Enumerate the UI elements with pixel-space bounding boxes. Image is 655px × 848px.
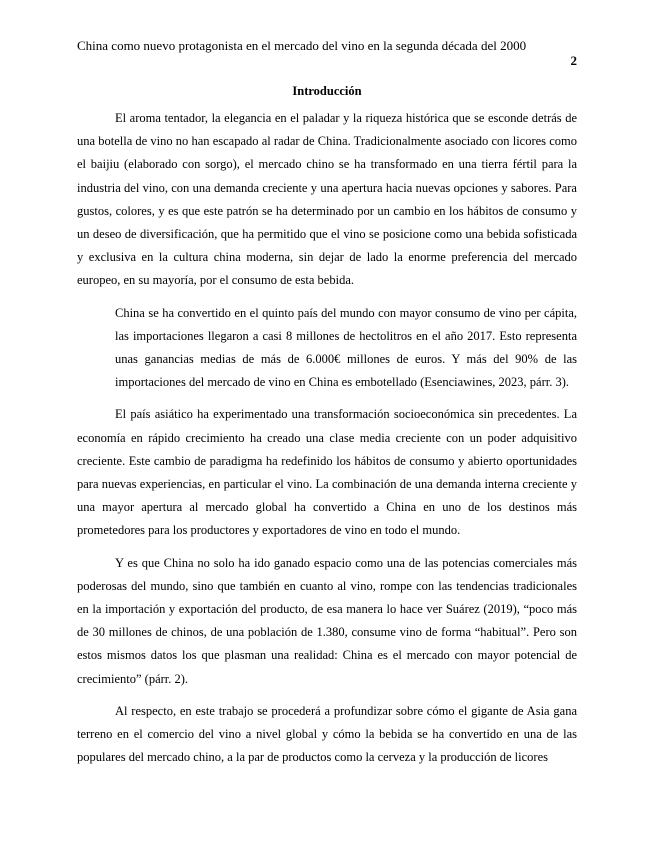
page-number: 2 <box>570 53 577 68</box>
running-head: China como nuevo protagonista en el mercado del vino en la segunda década del 2000 <box>77 38 527 53</box>
section-title: Introducción <box>292 84 362 98</box>
paragraph-3: El país asiático ha experimentado una transformación socioeconómica sin precedentes. La economía en rápido crecimiento ha creado una clase media creciente con un poder adquisitivo creciente. Este cambio de paradigma ha redefinido los hábitos de consumo y abierto oportunidades para nuevas experiencias, en particular el vino. La combinación de una demanda interna creciente y una mayor apertura al mercado global ha convertido a China en uno de los destinos más prometedores para los productores y exportadores de vino en todo el mundo. <box>77 407 577 538</box>
paragraph-1: El aroma tentador, la elegancia en el paladar y la riqueza histórica que se esconde detrás de una botella de vino no han escapado al radar de China. Tradicionalmente asociado con licores como el baijiu (elaborado con sorgo), el mercado chino se ha transformado en una tierra fértil para la industria del vino, con una demanda creciente y una apertura hacia nuevas opciones y sabores. Para gustos, colores, y es que este patrón se ha determinado por un cambio en los hábitos de consumo y un deseo de diversificación, que ha permitido que el vino se posicione como una bebida sofisticada y exclusiva en la cultura china moderna, sin dejar de lado la enorme preferencia del mercado europeo, en su mayoría, por el consumo de esta bebida. <box>77 111 577 288</box>
body-text <box>77 81 577 778</box>
paragraph-4: Y es que China no solo ha ido ganado espacio como una de las potencias comerciales más poderosas del mundo, sino que también en cuanto al vino, rompe con las tendencias tradicionales en la importación y exportación del producto, de esa manera lo hace ver Suárez (2019), “poco más de 30 millones de chinos, de una población de 1.380, consume vino de forma “habitual”. Pero son estos mismos datos los que plasman una realidad: China es el mercado con mayor potencial de crecimiento” (párr. 2). <box>77 555 577 686</box>
paragraph-5: Al respecto, en este trabajo se procederá a profundizar sobre cómo el gigante de Asia gana terreno en el comercio del vino a nivel global y cómo la bebida se ha convertido en una de las populares del mercado chino, a la par de productos como la cerveza y la producción de licores <box>77 703 577 765</box>
block-quote: China se ha convertido en el quinto país del mundo con mayor consumo de vino per cápita, las importaciones llegaron a casi 8 millones de hectolitros en el año 2017. Esto representa unas ganancias medias de más de 6.000€ millones de euros. Y más del 90% de las importaciones del mercado de vino en China es embotellado (Esenciawines, 2023, párr. 3). <box>115 305 577 390</box>
